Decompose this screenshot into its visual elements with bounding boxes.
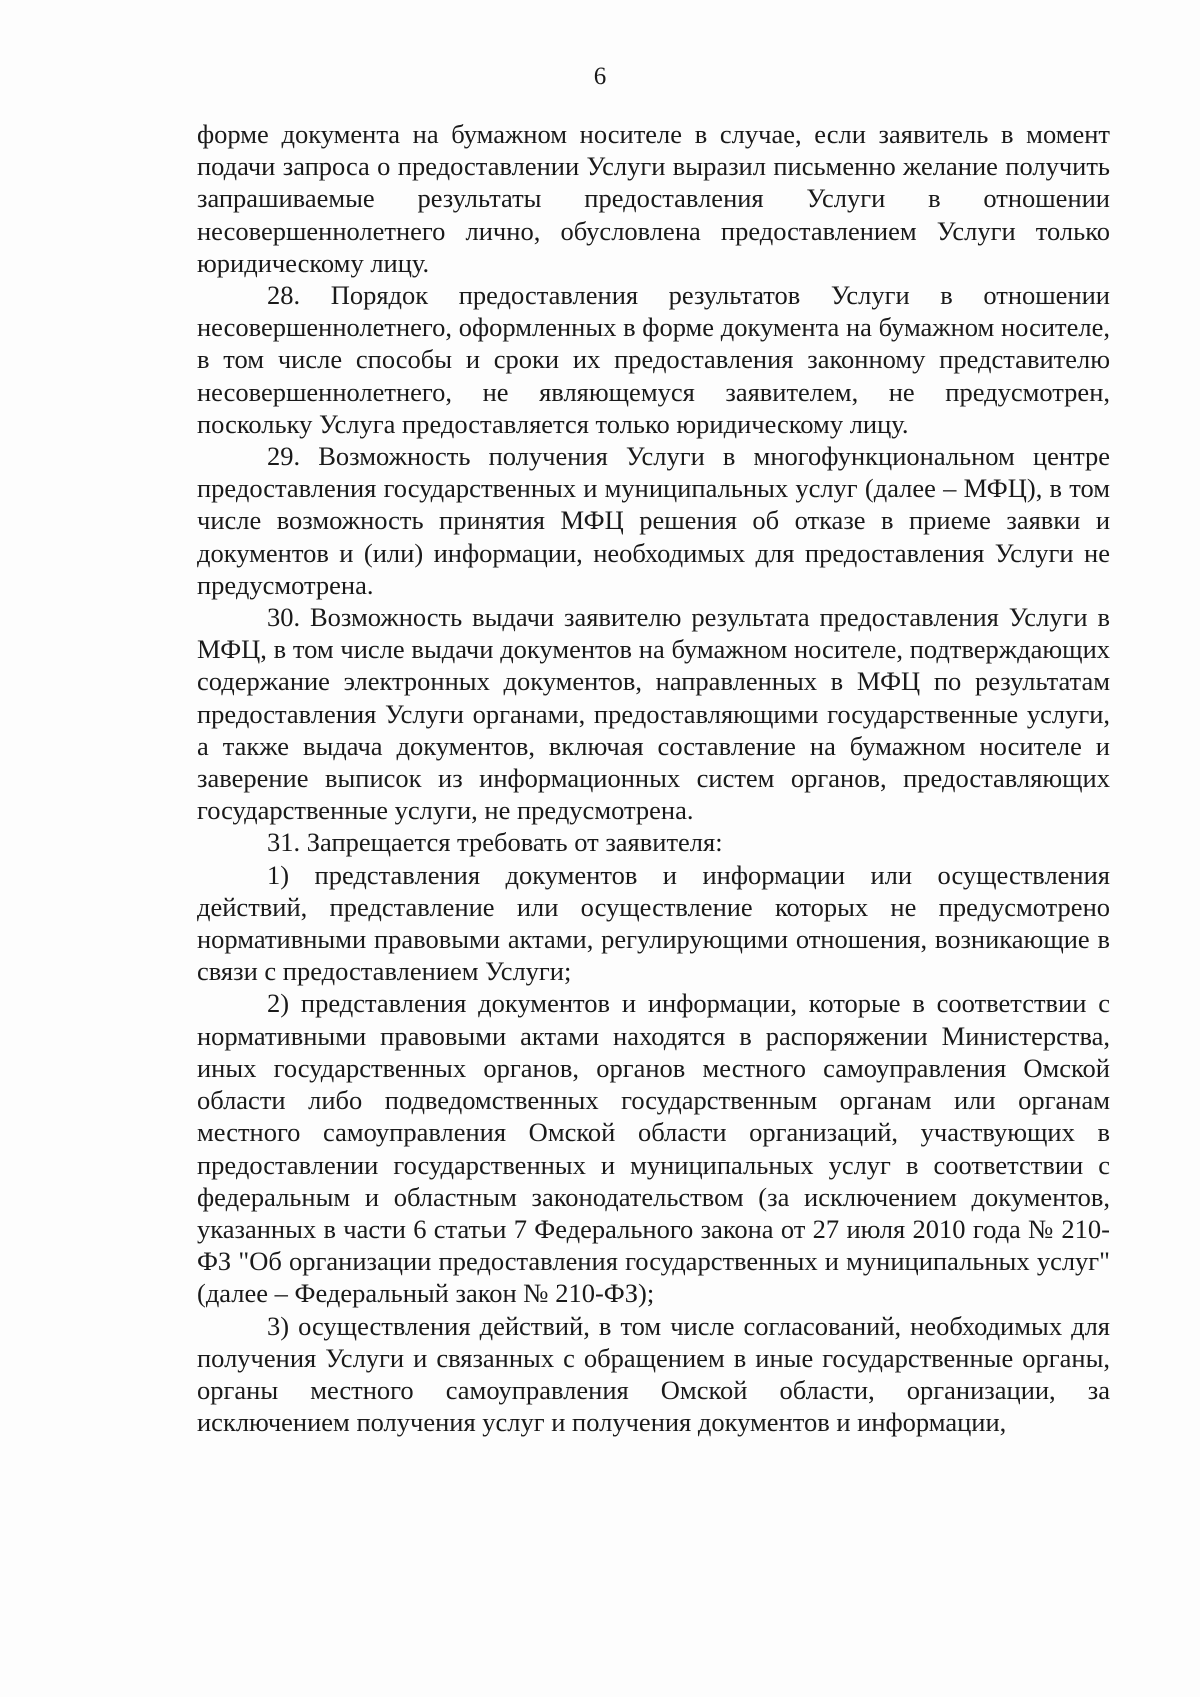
paragraph-28: 28. Порядок предоставления результатов Услуги в отношении несовершеннолетнего, оформленных в форме документа на бумажном носителе, в том числе способы и сроки их предоставления законному представителю несовершеннолетнего, не являющемуся заявителем, не предусмотрен, поскольку Услуга предоставляется только юридическому лицу. [197,280,1110,439]
document-body [197,118,1110,1438]
paragraph-29: 29. Возможность получения Услуги в многофункциональном центре предоставления государственных и муниципальных услуг (далее – МФЦ), в том числе возможность принятия МФЦ решения об отказе в приеме заявки и документов и (или) информации, необходимых для предоставления Услуги не предусмотрена. [197,441,1110,600]
paragraph-31: 31. Запрещается требовать от заявителя: [267,827,723,858]
list-item-2: 2) представления документов и информации, которые в соответствии с нормативными правовыми актами находятся в распоряжении Министерства, иных государственных органов, органов местного самоуправления Омской области либо подведомственных государственным органам или органам местного самоуправления Омской области организаций, участвующих в предоставлении государственных и муниципальных услуг в соответствии с федеральным и областным законодательством (за исключением документов, указанных в части 6 статьи 7 Федерального закона от 27 июля 2010 года № 210-ФЗ "Об организации предоставления государственных и муниципальных услуг" (далее – Федеральный закон № 210-ФЗ); [197,988,1110,1309]
paragraph-continuation: форме документа на бумажном носителе в случае, если заявитель в момент подачи запроса о предоставлении Услуги выразил письменно желание получить запрашиваемые результаты предоставления Услуги в отношении несовершеннолетнего лично, обусловлена предоставлением Услуги только юридическому лицу. [197,119,1110,278]
paragraph-30: 30. Возможность выдачи заявителю результата предоставления Услуги в МФЦ, в том числе выдачи документов на бумажном носителе, подтверждающих содержание электронных документов, направленных в МФЦ по результатам предоставления Услуги органами, предоставляющими государственные услуги, а также выдача документов, включая составление на бумажном носителе и заверение выписок из информационных систем органов, предоставляющих государственные услуги, не предусмотрена. [197,602,1110,826]
list-item-1: 1) представления документов и информации или осуществления действий, представление или осуществление которых не предусмотрено нормативными правовыми актами, регулирующими отношения, возникающие в связи с предоставлением Услуги; [197,859,1110,987]
page-number: 6 [593,63,607,90]
list-item-3: 3) осуществления действий, в том числе согласований, необходимых для получения Услуги и связанных с обращением в иные государственные органы, органы местного самоуправления Омской области, организации, за исключением получения услуг и получения документов и информации, [197,1310,1110,1438]
